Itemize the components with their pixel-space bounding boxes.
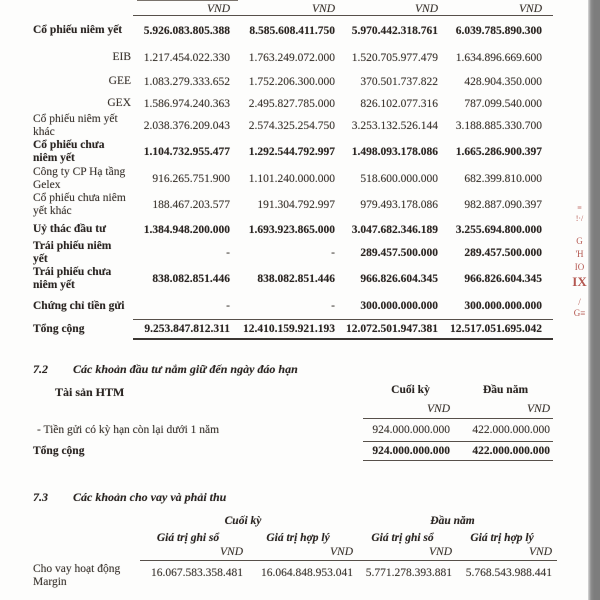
red-stamp-marks: [571, 204, 588, 318]
group-header-end-of-period: Cuối kỳ: [224, 515, 262, 527]
cell-value: 1.083.279.333.652: [143, 75, 230, 88]
htm-deposit-row: [33, 420, 553, 440]
total-value: 12.517.051.695.042: [450, 323, 542, 335]
stamp-mark: /: [578, 297, 581, 307]
currency-label: VND: [529, 546, 552, 558]
cell-value: 2.574.325.254.750: [248, 120, 335, 132]
cell-value: 2.038.376.209.043: [143, 120, 230, 132]
period-group-headers: [133, 515, 553, 527]
stamp-mark: !·/: [575, 214, 584, 223]
cell-value: 966.826.604.345: [360, 273, 438, 285]
htm-assets-label: Tài sản HTM: [55, 385, 125, 399]
section-number: 7.2: [33, 362, 48, 376]
currency-label: VND: [429, 546, 452, 558]
cell-value: 5.768.543.988.441: [465, 567, 552, 579]
currency-row: [363, 403, 550, 415]
cell-value: 289.457.500.000: [360, 247, 438, 259]
cell-value: -: [331, 247, 335, 259]
cell-value: 370.501.737.822: [360, 75, 438, 88]
table-rule: [140, 560, 557, 561]
row-label: GEE: [108, 75, 131, 88]
column-header-book-value: Giá trị ghi sổ: [156, 532, 220, 544]
margin-lending-values: [133, 564, 553, 582]
column-header-beginning-of-year: Đầu năm: [482, 384, 529, 396]
cell-value: 1.586.974.240.363: [143, 97, 230, 110]
column-header-vnd: VND: [312, 3, 335, 15]
cell-value: 2.495.827.785.000: [248, 97, 335, 110]
section-7-2-heading: [33, 362, 298, 377]
row-label: Trái phiếu niêm yết: [33, 240, 112, 265]
section-7-3-heading: [33, 490, 226, 505]
table-row-certificates-of-deposit: [33, 293, 553, 319]
row-label: Cổ phiếu chưa niêm yết khác: [33, 192, 126, 217]
row-label: Cổ phiếu niêm yết khác: [33, 113, 118, 138]
currency-label: VND: [330, 546, 353, 558]
stamp-mark: IO: [574, 262, 585, 272]
column-header-vnd: VND: [207, 3, 230, 15]
cell-value: 1.384.948.200.000: [143, 223, 230, 236]
cell-value: 3.047.682.346.189: [351, 223, 438, 236]
total-value: 9.253.847.812.311: [144, 323, 230, 335]
cell-value: 1.101.240.000.000: [248, 172, 335, 185]
period-column-headers: [363, 384, 553, 396]
row-label: Trái phiếu chưa niêm yết: [33, 266, 112, 291]
total-value: 12.072.501.947.381: [346, 323, 438, 335]
cell-value: 3.188.885.330.700: [455, 120, 542, 132]
cell-value: 3.255.694.800.000: [455, 223, 542, 236]
cell-value: 966.826.604.345: [464, 273, 542, 285]
cell-value: 1.520.705.977.479: [351, 51, 438, 64]
column-header-fair-value: Giá trị hợp lý: [266, 532, 330, 544]
cell-value: 289.457.500.000: [464, 247, 542, 259]
table-row-listed-bonds: [33, 241, 553, 265]
row-label: Cổ phiếu chưa niêm yết: [33, 138, 105, 164]
cell-value: 1.752.206.300.000: [248, 75, 335, 88]
cell-value: 1.217.454.022.330: [143, 51, 230, 64]
stamp-mark: 'H: [575, 249, 584, 259]
scan-edge-strip: [588, 0, 600, 600]
column-header-vnd: VND: [519, 3, 542, 15]
cell-value: 5.771.278.393.881: [365, 567, 452, 579]
table-row-eib: [33, 45, 553, 70]
cell-value: 8.585.608.411.750: [249, 24, 335, 37]
table-total-row: [33, 320, 553, 338]
cell-value: 682.399.810.000: [464, 172, 542, 185]
cell-value: 1.763.249.072.000: [248, 51, 335, 64]
cell-value: 916.265.751.900: [152, 172, 230, 185]
cell-value: 982.887.090.397: [464, 199, 542, 211]
table-rule: [363, 441, 553, 442]
row-label: Chứng chỉ tiền gửi: [33, 299, 125, 312]
cell-value: 191.304.792.997: [257, 199, 335, 211]
stamp-mark: IX: [572, 274, 587, 289]
row-label: Công ty CP Hạ tầng Gelex: [33, 165, 126, 191]
row-label: Uỷ thác đầu tư: [33, 223, 107, 236]
row-label: EIB: [112, 51, 131, 64]
stamp-mark: G≡: [573, 308, 586, 318]
total-value: 422.000.000.000: [472, 445, 550, 457]
margin-lending-label: Cho vay hoạt động Margin: [33, 563, 121, 589]
column-header-vnd: VND: [415, 3, 438, 15]
cell-value: 5.926.083.805.388: [143, 24, 230, 37]
table-row-gee: [33, 70, 553, 93]
cell-value: 422.000.000.000: [472, 424, 550, 436]
total-value: 12.410.159.921.193: [243, 323, 335, 335]
cell-value: 838.082.851.446: [152, 273, 230, 285]
cell-value: 16.064.848.953.041: [261, 567, 353, 579]
table-investments: [33, 0, 553, 340]
cell-value: 1.634.896.669.600: [455, 51, 542, 64]
currency-label: VND: [427, 403, 450, 415]
cell-value: 1.498.093.178.086: [351, 145, 438, 158]
cell-value: 300.000.000.000: [360, 300, 438, 312]
table-bottom-rule: [133, 338, 553, 340]
section-title: Các khoản đầu tư nắm giữ đến ngày đáo hạn: [73, 362, 298, 376]
table-rule: [363, 460, 553, 461]
currency-label: VND: [527, 403, 550, 415]
row-label: - Tiền gửi có kỳ hạn còn lại dưới 1 năm: [37, 424, 220, 436]
value-column-headers: [133, 532, 553, 544]
row-label: GEX: [107, 97, 131, 110]
cell-value: 1.693.923.865.000: [248, 223, 335, 236]
table-row-other-unlisted-shares: [33, 192, 553, 218]
table-row-gelex-infrastructure: [33, 165, 553, 192]
row-label: Cổ phiếu niêm yết: [33, 24, 123, 37]
currency-row: [133, 546, 553, 558]
cell-value: 979.493.178.086: [360, 199, 438, 211]
column-header-fair-value: Giá trị hợp lý: [470, 532, 534, 544]
total-label: Tổng cộng: [33, 445, 85, 457]
cell-value: -: [331, 300, 335, 312]
cell-value: 428.904.350.000: [464, 75, 542, 88]
table-row-gex: [33, 93, 553, 114]
cell-value: 3.253.132.526.144: [351, 120, 438, 132]
cell-value: 518.600.000.000: [360, 172, 438, 185]
column-header-end-of-period: Cuối kỳ: [391, 384, 430, 396]
cell-value: 16.067.583.358.481: [151, 567, 243, 579]
stamp-mark: ≡: [577, 203, 582, 212]
total-value: 924.000.000.000: [372, 445, 450, 457]
table-row-unlisted-bonds: [33, 265, 553, 293]
currency-label: VND: [220, 546, 243, 558]
table-rule: [363, 418, 553, 419]
table-header-row: [33, 0, 553, 15]
cell-value: 6.039.785.890.300: [455, 24, 542, 37]
cell-value: 924.000.000.000: [372, 424, 450, 436]
cell-value: 838.082.851.446: [257, 273, 335, 285]
table-row-unlisted-shares: [33, 138, 553, 165]
cell-value: 1.292.544.792.997: [248, 145, 335, 158]
cell-value: 826.102.077.316: [360, 97, 438, 110]
section-number: 7.3: [33, 490, 48, 504]
column-header-book-value: Giá trị ghi sổ: [371, 532, 434, 544]
total-label: Tổng cộng: [33, 322, 85, 335]
table-row-other-listed-shares: [33, 114, 553, 138]
group-header-beginning-of-year: Đầu năm: [430, 515, 475, 527]
table-row-listed-shares: [33, 16, 553, 45]
stamp-mark: G: [576, 236, 583, 246]
cell-value: -: [226, 300, 230, 312]
cell-value: 5.970.442.318.761: [351, 24, 438, 37]
table-top-rule-fragment: [137, 0, 238, 1]
table-row-investment-trust: [33, 218, 553, 241]
section-title: Các khoản cho vay và phải thu: [73, 490, 227, 504]
cell-value: -: [226, 247, 230, 259]
cell-value: 1.665.286.900.397: [455, 145, 542, 158]
cell-value: 300.000.000.000: [464, 300, 542, 312]
cell-value: 188.467.203.577: [152, 199, 230, 211]
htm-total-row: [33, 443, 553, 459]
cell-value: 787.099.540.000: [464, 97, 542, 110]
cell-value: 1.104.732.955.477: [143, 145, 230, 158]
